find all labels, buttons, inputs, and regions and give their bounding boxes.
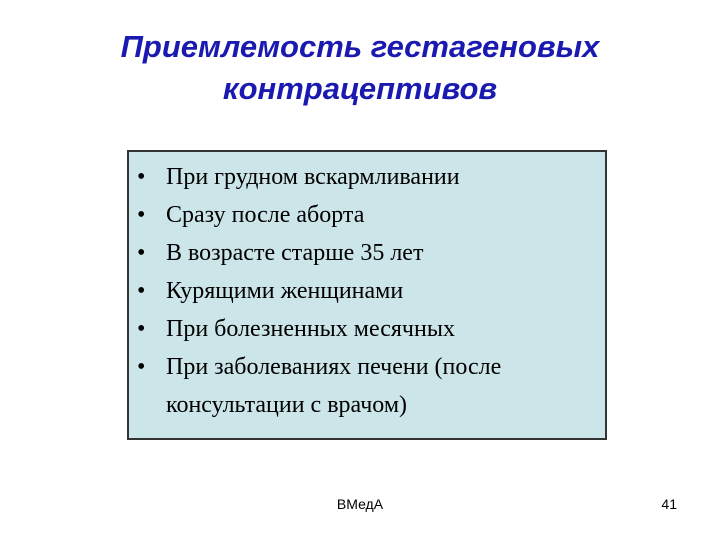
slide-title-line-2: контрацептивов	[222, 71, 498, 106]
list-item	[129, 196, 605, 234]
slide-title	[40, 26, 680, 110]
list-item	[129, 310, 605, 348]
bullet-icon: •	[137, 278, 146, 304]
bullet-icon: •	[137, 316, 146, 342]
content-box	[127, 150, 607, 440]
list-item-text: При грудном вскармливании	[166, 164, 460, 190]
list-item-text: Сразу после аборта	[166, 202, 365, 228]
list-item-text: Курящими женщинами	[166, 278, 404, 304]
bullet-icon: •	[137, 354, 146, 380]
list-item	[129, 234, 605, 272]
bullet-icon: •	[137, 202, 146, 228]
page-number: 41	[661, 496, 677, 512]
list-item-text: При заболеваниях печени (после консультации с врачом)	[166, 354, 502, 418]
footer-text: ВМедА	[336, 496, 384, 512]
bullet-list	[129, 158, 605, 424]
list-item	[129, 348, 605, 424]
list-item	[129, 272, 605, 310]
slide-title-line-1: Приемлемость гестагеновых	[120, 29, 600, 64]
list-item-text: При болезненных месячных	[166, 316, 455, 342]
bullet-icon: •	[137, 240, 146, 266]
bullet-icon: •	[137, 164, 146, 190]
list-item	[129, 158, 605, 196]
list-item-text: В возрасте старше 35 лет	[166, 240, 424, 266]
